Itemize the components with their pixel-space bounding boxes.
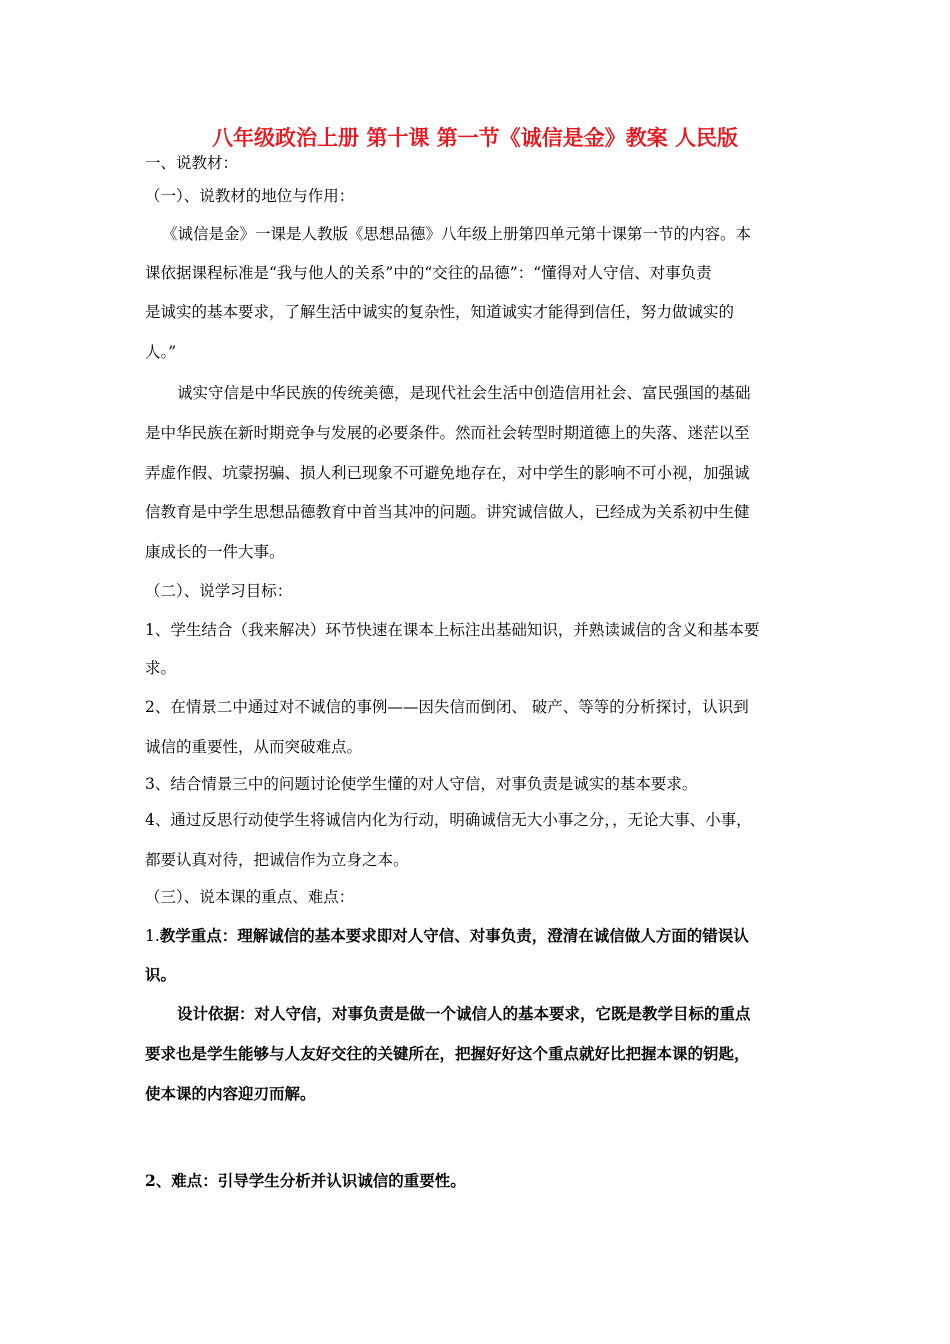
paragraph-line: 弄虚作假、坑蒙拐骗、损人利已现象不可避免地存在，对中学生的影响不可小视，加强诚 — [145, 464, 750, 482]
paragraph-line: 诚实守信是中华民族的传统美德，是现代社会生活中创造信用社会、富民强国的基础 — [177, 384, 751, 402]
list-item-continuation: 都要认真对待，把诚信作为立身之本。 — [145, 851, 409, 869]
paragraph-line: 《诚信是金》一课是人教版《思想品德》八年级上册第四单元第十课第一节的内容。本 — [162, 225, 752, 243]
difficulty-line: 2、难点：引导学生分析并认识诚信的重要性。 — [145, 1171, 466, 1190]
paragraph-line: 信教育是中学生思想品德教育中首当其冲的问题。讲究诚信做人，已经成为关系初中生健 — [145, 503, 750, 521]
list-item: 3、结合情景三中的问题讨论使学生懂的对人守信，对事负责是诚实的基本要求。 — [145, 775, 698, 793]
key-point-continuation: 识。 — [145, 965, 177, 984]
list-item: 1、学生结合（我来解决）环节快速在课本上标注出基础知识，并熟读诚信的含义和基本要 — [145, 621, 760, 639]
list-item-continuation: 诚信的重要性，从而突破难点。 — [145, 738, 363, 756]
design-basis-line: 使本课的内容迎刃而解。 — [145, 1084, 316, 1103]
paragraph-line: 课依据课程标准是“我与他人的关系”中的“交往的品德”：“懂得对人守信、对事负责 — [145, 264, 712, 282]
design-basis-line: 要求也是学生能够与人友好交往的关键所在，把握好好这个重点就好比把握本课的钥匙， — [145, 1044, 750, 1063]
key-point-number: 1. — [145, 927, 160, 945]
key-point-line — [145, 925, 749, 947]
paragraph-line: 人。” — [145, 343, 177, 361]
document-title: 八年级政治上册 第十课 第一节《诚信是金》教案 人民版 — [212, 125, 738, 150]
section-heading: 一、说教材： — [145, 154, 239, 172]
list-item: 2、在情景二中通过对不诚信的事例——因失信而倒闭、 破产、等等的分析探讨，认识到 — [145, 698, 749, 716]
subsection-heading: （二）、说学习目标： — [145, 582, 293, 600]
list-item: 4、通过反思行动使学生将诚信内化为行动，明确诚信无大小事之分，，无论大事、小事， — [145, 811, 752, 829]
paragraph-line: 康成长的一件大事。 — [145, 543, 285, 561]
paragraph-line: 是诚实的基本要求，了解生活中诚实的复杂性，知道诚实才能得到信任，努力做诚实的 — [145, 303, 735, 321]
list-item-continuation: 求。 — [145, 659, 177, 677]
design-basis-line: 设计依据：对人守信，对事负责是做一个诚信人的基本要求，它既是教学目标的重点 — [177, 1004, 751, 1023]
subsection-heading: （一）、说教材的地位与作用： — [145, 187, 355, 205]
subsection-heading: （三）、说本课的重点、难点： — [145, 888, 355, 906]
paragraph-line: 是中华民族在新时期竞争与发展的必要条件。然而社会转型时期道德上的失落、迷茫以至 — [145, 424, 750, 442]
key-point-text: 教学重点：理解诚信的基本要求即对人守信、对事负责，澄清在诚信做人方面的错误认 — [159, 926, 749, 945]
